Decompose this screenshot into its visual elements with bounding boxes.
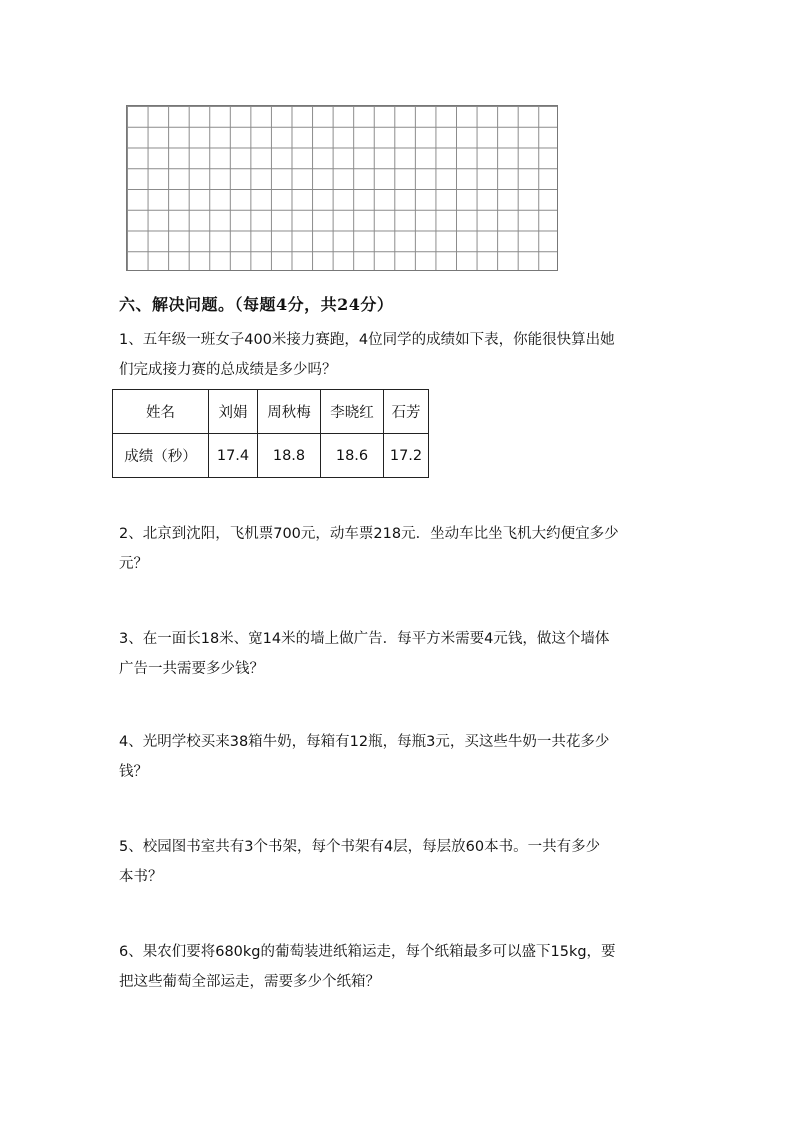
question-1-line1: 1、五年级一班女子400米接力赛跑，4位同学的成绩如下表，你能很快算出她 (119, 332, 615, 348)
table-cell: 石芳 (384, 390, 429, 434)
table-cell: 李晓红 (321, 390, 384, 434)
question-2-line1: 2、北京到沈阳，飞机票700元，动车票218元．坐动车比坐飞机大约便宜多少 (119, 526, 619, 542)
table-cell: 17.4 (209, 434, 258, 478)
section-title: 六、解决问题。（每题4分，共24分） (119, 295, 394, 314)
question-3-line1: 3、在一面长18米、宽14米的墙上做广告．每平方米需要4元钱，做这个墙体 (119, 631, 610, 647)
question-5 (119, 832, 679, 892)
question-5-line1: 5、校园图书室共有3个书架，每个书架有4层，每层放60本书。一共有多少 (119, 839, 601, 855)
question-6-line2: 把这些葡萄全部运走，需要多少个纸箱？ (119, 974, 380, 990)
table-cell: 周秋梅 (258, 390, 321, 434)
question-3 (119, 624, 679, 684)
table-cell: 刘娟 (209, 390, 258, 434)
table-cell: 18.8 (258, 434, 321, 478)
question-4-line1: 4、光明学校买来38箱牛奶，每箱有12瓶，每瓶3元，买这些牛奶一共花多少 (119, 734, 610, 750)
question-4 (119, 727, 679, 787)
question-6 (119, 937, 679, 997)
table-header-row (113, 390, 429, 434)
table-cell: 姓名 (113, 390, 209, 434)
question-1 (119, 325, 679, 385)
question-3-line2: 广告一共需要多少钱？ (119, 661, 264, 677)
question-4-line2: 钱？ (119, 764, 148, 780)
question-2-line2: 元？ (119, 556, 148, 572)
answer-grid (126, 105, 558, 271)
table-cell: 成绩（秒） (113, 434, 209, 478)
table-row (113, 434, 429, 478)
table-cell: 18.6 (321, 434, 384, 478)
question-6-line1: 6、果农们要将680kg的葡萄装进纸箱运走，每个纸箱最多可以盛下15kg，要 (119, 944, 616, 960)
question-2 (119, 519, 679, 579)
scores-table (112, 389, 429, 478)
question-1-line2: 们完成接力赛的总成绩是多少吗？ (119, 362, 337, 378)
question-5-line2: 本书？ (119, 869, 163, 885)
table-cell: 17.2 (384, 434, 429, 478)
